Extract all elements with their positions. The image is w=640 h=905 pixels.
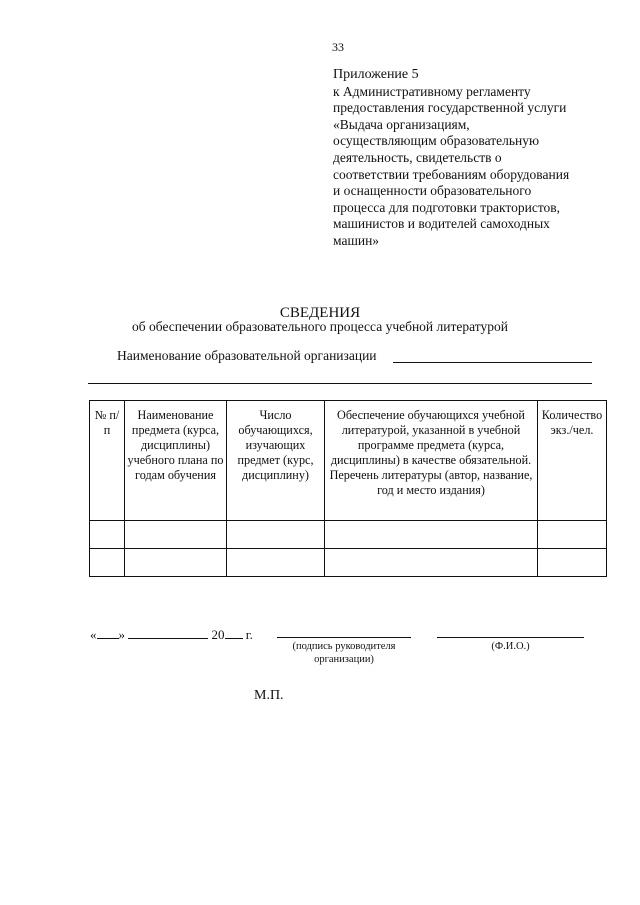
table-header-row [90,401,607,521]
document-heading: СВЕДЕНИЯ [279,305,361,321]
appendix-line: «Выдача организациям, [333,116,470,132]
table-cell[interactable] [90,549,125,577]
date-field [90,625,253,643]
table-cell[interactable] [227,521,325,549]
table-cell[interactable] [538,521,607,549]
signature-field[interactable] [277,637,411,638]
appendix-line: и оснащенности образовательного [333,183,532,199]
table-cell[interactable] [538,549,607,577]
page-number: 33 [332,40,344,54]
appendix-line: соответствии требованиям оборудования [333,166,570,182]
org-name-field-continued[interactable] [88,383,592,384]
day-field[interactable] [97,625,119,639]
appendix-line: процесса для подготовки трактористов, [333,199,561,215]
table-cell[interactable] [90,521,125,549]
table-cell[interactable] [325,521,538,549]
appendix-line: машинистов и водителей самоходных [333,216,550,232]
table-cell[interactable] [227,549,325,577]
appendix-block [333,67,623,250]
quote-close: » [118,627,125,642]
month-field[interactable] [128,625,208,639]
col-header-number: № п/п [90,401,125,521]
col-header-quantity: Количество экз./чел. [538,401,607,521]
appendix-line: осуществляющим образовательную [333,133,540,149]
table-row [90,521,607,549]
year-prefix: 20 [211,627,225,642]
appendix-line: машин» [333,232,380,248]
stamp-label: М.П. [254,688,284,703]
quote-open: « [90,627,97,642]
table-cell[interactable] [125,549,227,577]
year-field[interactable] [225,625,243,639]
document-subheading: об обеспечении образовательного процесса учебной литературой [132,319,508,334]
fio-field[interactable] [437,637,584,638]
appendix-line: к Административному регламенту [333,83,531,99]
org-name-label: Наименование образовательной организации [117,348,377,363]
table-cell[interactable] [325,549,538,577]
col-header-literature: Обеспечение обучающихся учебной литературой, указанной в учебной программе предмета (курса, дисциплины) в качестве обязательной. Перечень литературы (автор, название, год и место издания) [325,401,538,521]
fio-caption: (Ф.И.О.) [491,641,530,652]
appendix-line: деятельность, свидетельств о [333,149,502,165]
table-cell[interactable] [125,521,227,549]
appendix-title: Приложение 5 [333,67,419,82]
year-suffix: г. [245,627,253,642]
appendix-line: предоставления государственной услуги [333,100,567,116]
org-name-field[interactable] [393,362,592,363]
table-row [90,549,607,577]
col-header-students: Число обучающихся, изучающих предмет (курс, дисциплину) [227,401,325,521]
literature-table [89,400,607,577]
signature-caption: (подпись руководителя организации) [292,641,396,665]
col-header-subject: Наименование предмета (курса, дисциплины) учебного плана по годам обучения [125,401,227,521]
